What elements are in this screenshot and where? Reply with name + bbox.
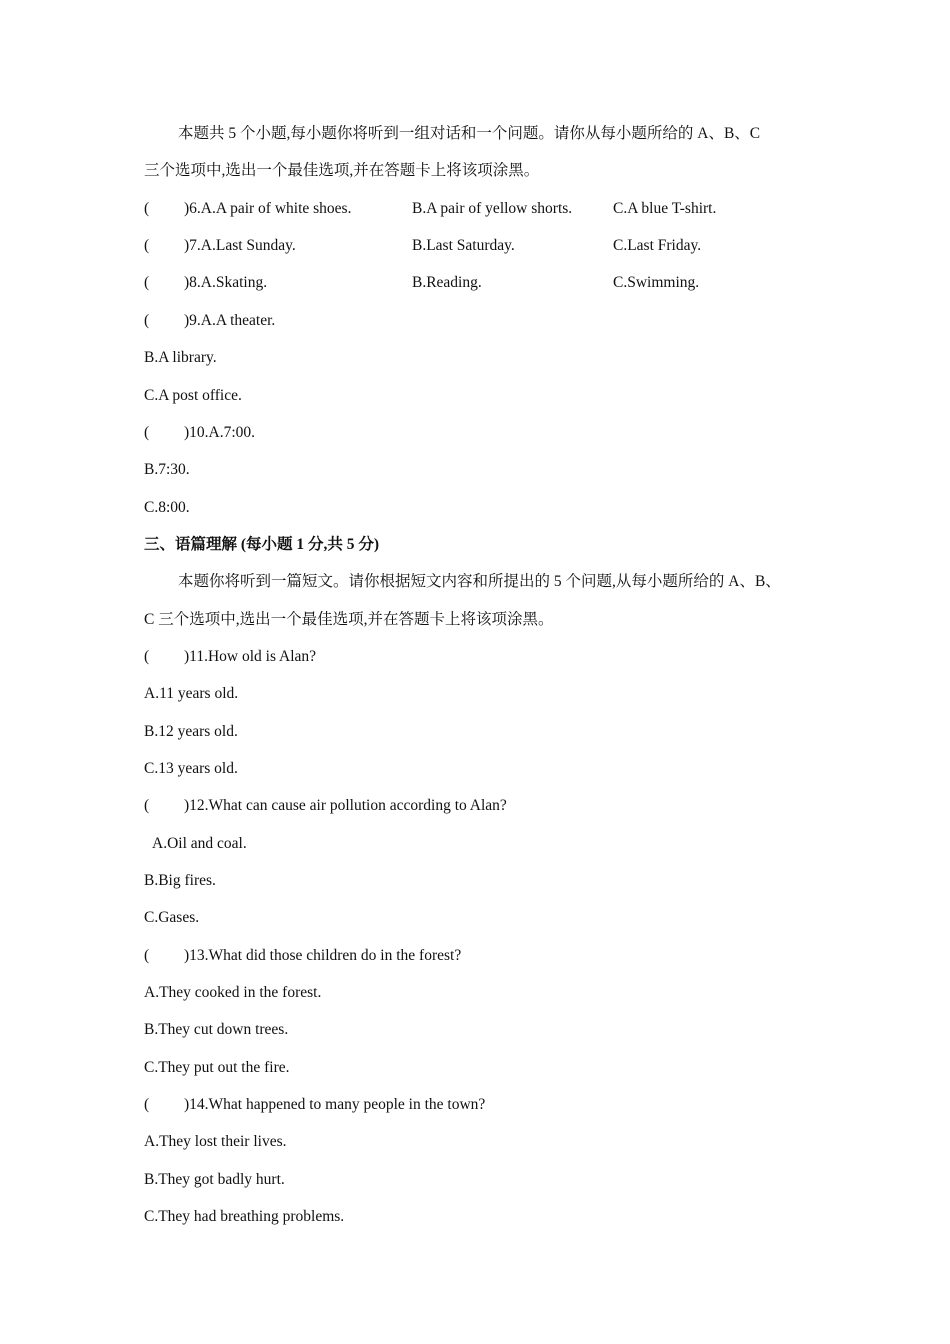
answer-paren: (: [144, 648, 150, 665]
question-12-option-a: A.Oil and coal.: [152, 835, 247, 852]
question-12: [144, 796, 507, 816]
question-12-stem: )12.What can cause air pollution according to Alan?: [184, 797, 507, 814]
question-10: [144, 423, 255, 443]
question-13: [144, 946, 461, 966]
question-9-option-a: )9.A.A theater.: [184, 312, 276, 329]
answer-paren: (: [144, 312, 150, 329]
question-7-option-c: C.Last Friday.: [613, 237, 702, 254]
question-13-option-c: C.They put out the fire.: [144, 1059, 290, 1076]
answer-paren: (: [144, 200, 150, 217]
question-14-option-b: B.They got badly hurt.: [144, 1171, 285, 1188]
question-10-option-b: B.7:30.: [144, 461, 190, 478]
section-3-title: 三、语篇理解 (每小题 1 分,共 5 分): [144, 536, 380, 553]
question-12-option-b: B.Big fires.: [144, 872, 216, 889]
answer-paren: (: [144, 424, 150, 441]
question-10-option-a: )10.A.7:00.: [184, 424, 256, 441]
answer-paren: (: [144, 797, 150, 814]
question-11: [144, 647, 316, 667]
answer-paren: (: [144, 947, 150, 964]
question-7-option-b: B.Last Saturday.: [412, 237, 515, 254]
question-11-stem: )11.How old is Alan?: [184, 648, 317, 665]
question-14-option-a: A.They lost their lives.: [144, 1133, 287, 1150]
question-10-option-c: C.8:00.: [144, 499, 190, 516]
question-14-option-c: C.They had breathing problems.: [144, 1208, 345, 1225]
question-8-stem: [144, 273, 412, 293]
question-14: [144, 1095, 485, 1115]
question-12-option-c: C.Gases.: [144, 909, 200, 926]
question-8-option-a: )8.A.Skating.: [184, 274, 268, 291]
question-7: [144, 236, 701, 256]
question-6-option-b: B.A pair of yellow shorts.: [412, 200, 573, 217]
question-14-stem: )14.What happened to many people in the town?: [184, 1096, 486, 1113]
question-7-option-a: )7.A.Last Sunday.: [184, 237, 296, 254]
question-13-stem: )13.What did those children do in the forest?: [184, 947, 462, 964]
question-6: [144, 199, 716, 219]
question-11-option-c: C.13 years old.: [144, 760, 238, 777]
instruction-line-2: 三个选项中,选出一个最佳选项,并在答题卡上将该项涂黑。: [144, 162, 540, 179]
question-8: [144, 273, 699, 293]
answer-paren: (: [144, 237, 150, 254]
question-6-option-a: )6.A.A pair of white shoes.: [184, 200, 352, 217]
question-7-stem: [144, 236, 412, 256]
question-6-option-c: C.A blue T-shirt.: [613, 200, 717, 217]
question-11-option-a: A.11 years old.: [144, 685, 239, 702]
section-3-instruction-line-1: 本题你将听到一篇短文。请你根据短文内容和所提出的 5 个问题,从每小题所给的 A、B、: [178, 573, 781, 590]
question-9-option-c: C.A post office.: [144, 387, 242, 404]
answer-paren: (: [144, 274, 150, 291]
question-9: [144, 311, 275, 331]
question-8-option-c: C.Swimming.: [613, 274, 700, 291]
section-3-instruction-line-2: C 三个选项中,选出一个最佳选项,并在答题卡上将该项涂黑。: [144, 611, 554, 628]
question-8-option-b: B.Reading.: [412, 274, 482, 291]
question-9-option-b: B.A library.: [144, 349, 217, 366]
question-13-option-a: A.They cooked in the forest.: [144, 984, 322, 1001]
question-13-option-b: B.They cut down trees.: [144, 1021, 289, 1038]
question-6-stem: [144, 199, 412, 219]
question-11-option-b: B.12 years old.: [144, 723, 238, 740]
instruction-line-1: 本题共 5 个小题,每小题你将听到一组对话和一个问题。请你从每小题所给的 A、B、C: [178, 125, 761, 142]
answer-paren: (: [144, 1096, 150, 1113]
